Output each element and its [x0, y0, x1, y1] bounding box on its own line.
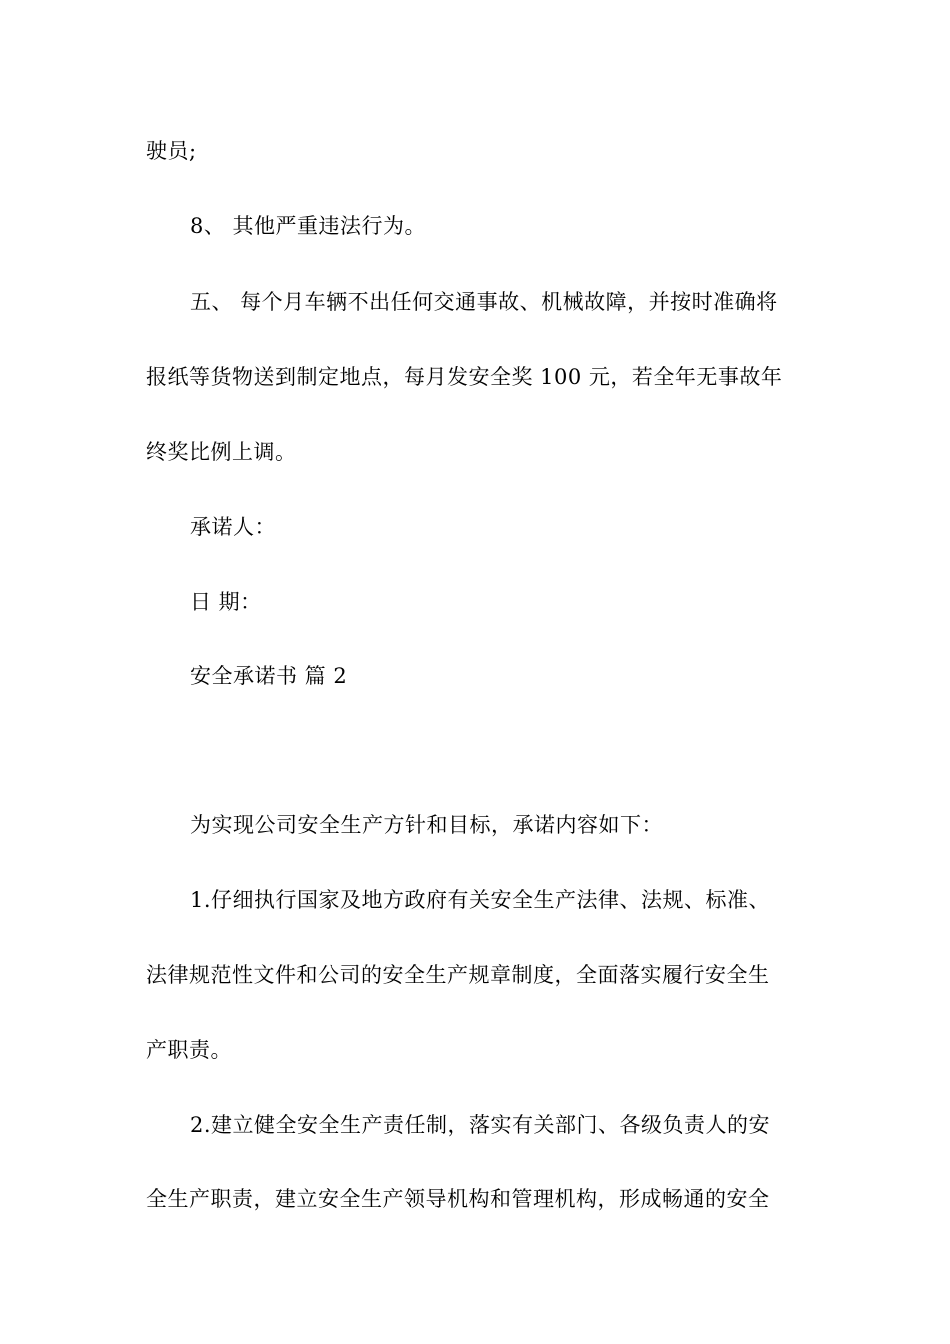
text-line: 2.建立健全安全生产责任制，落实有关部门、各级负责人的安	[190, 1113, 771, 1137]
text-line: 8、 其他严重违法行为。	[190, 214, 427, 238]
text-line: 全生产职责，建立安全生产领导机构和管理机构，形成畅通的安全	[146, 1187, 770, 1211]
text-line: 承诺人：	[190, 515, 276, 539]
text-line: 驶员;	[146, 139, 197, 163]
text-line: 为实现公司安全生产方针和目标，承诺内容如下：	[190, 813, 663, 837]
text-line: 日 期：	[190, 590, 262, 614]
text-line: 法律规范性文件和公司的安全生产规章制度，全面落实履行安全生	[146, 963, 770, 987]
text-line: 五、 每个月车辆不出任何交通事故、机械故障，并按时准确将	[190, 290, 778, 314]
text-line: 报纸等货物送到制定地点，每月发安全奖 100 元，若全年无事故年	[146, 365, 783, 389]
section-heading: 安全承诺书 篇 2	[190, 664, 348, 688]
text-line: 1.仔细执行国家及地方政府有关安全生产法律、法规、标准、	[190, 888, 771, 912]
text-line: 产职责。	[146, 1038, 232, 1062]
text-line: 终奖比例上调。	[146, 440, 297, 464]
